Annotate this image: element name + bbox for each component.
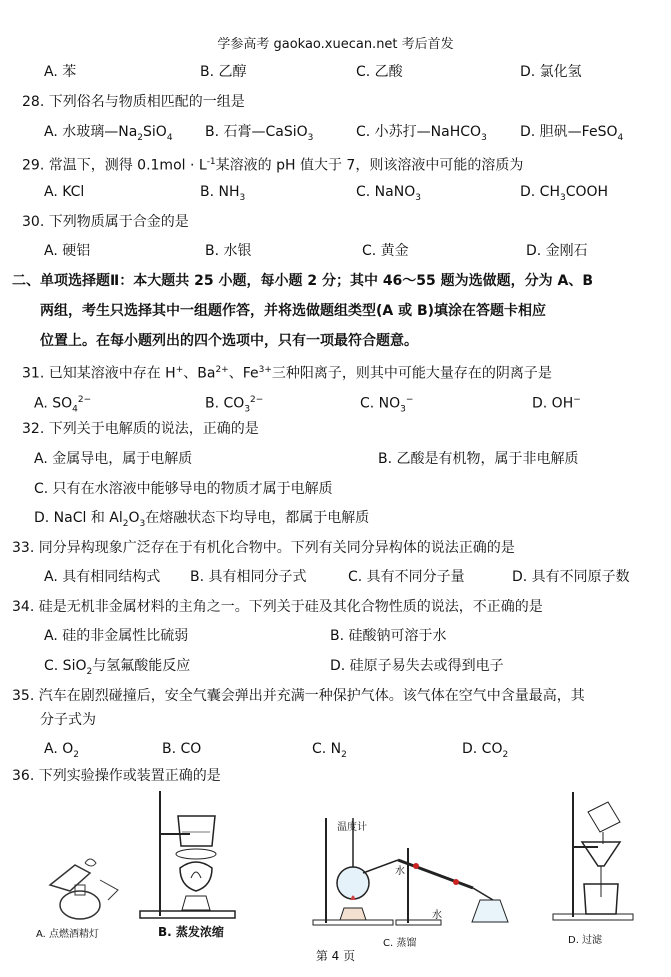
q35-option-c: C. $N_2$ [312,741,347,760]
section2-line2: 两组，考生只选择其中一组题作答，并将选做题组类型(A 或 B)填涂在答题卡相应 [40,303,547,319]
q34-option-b: B. 硅酸钠可溶于水 [330,628,447,644]
q27-option-d: D. 氯化氢 [520,64,582,80]
q35-stem-line2: 分子式为 [40,712,96,728]
q33-option-b: B. 具有相同分子式 [190,569,307,585]
q30-option-b: B. 水银 [205,243,252,259]
q30-option-a: A. 硬铝 [44,243,91,259]
q28-stem: 28. 下列俗名与物质相匹配的一组是 [22,94,245,110]
q34-option-c: C. SiO$_2$与氢氟酸能反应 [44,658,191,677]
q27-option-c: C. 乙酸 [356,64,403,80]
q27-option-a: A. 苯 [44,64,77,80]
q28-option-b: B. 石膏—CaSiO$_3$ [205,124,314,143]
q30-stem: 30. 下列物质属于合金的是 [22,214,189,230]
q32-option-b: B. 乙酸是有机物，属于非电解质 [378,451,579,467]
q32-option-a: A. 金属导电，属于电解质 [34,451,193,467]
q34-option-d: D. 硅原子易失去或得到电子 [330,658,504,674]
figure-a-alcohol-lamp [30,855,130,927]
caption-a: A. 点燃酒精灯 [36,929,100,940]
q34-option-a: A. 硅的非金属性比硫弱 [44,628,189,644]
figure-b-evaporation [130,786,240,921]
q29-option-c: C. NaNO$_3$ [356,184,421,203]
q33-option-a: A. 具有相同结构式 [44,569,161,585]
q31-stem: 31. 已知某溶液中存在 H+、$Ba^{2+}$、$Fe^{3+}$三种阳离子，则其中可能大量存在的阴离子是 [22,365,552,382]
q34-stem: 34. 硅是无机非金属材料的主角之一。下列关于硅及其化合物性质的说法，不正确的是 [12,599,543,615]
page-footer: 第 4 页 [315,949,356,963]
q33-stem: 33. 同分异构现象广泛存在于有机化合物中。下列有关同分异构体的说法正确的是 [12,540,515,556]
q31-option-b: B. $CO_3^{2-}$ [205,395,264,415]
section2-line3: 位置上。在每小题列出的四个选项中，只有一项最符合题意。 [40,333,418,349]
q35-stem-line1: 35. 汽车在剧烈碰撞后，安全气囊会弹出并充满一种保护气体。该气体在空气中含量最高，其 [12,688,585,704]
q32-stem: 32. 下列关于电解质的说法，正确的是 [22,421,259,437]
thermometer-label: 温度计 [337,822,367,833]
page-header: 学参高考 gaokao.xuecan.net 考后首发 [217,37,454,52]
water-label-2: 水 [432,910,442,921]
caption-c: C. 蒸馏 [383,938,417,949]
water-label-1: 水 [395,866,405,877]
q29-option-a: A. KCl [44,184,85,200]
q28-option-c: C. 小苏打—NaHCO$_3$ [356,124,487,143]
q28-option-a: A. 水玻璃$—Na_2SiO_4$ [44,124,173,143]
figure-c-distillation [308,818,533,930]
q29-option-d: D. $CH_3COOH$ [520,184,609,203]
q29-stem: 29. 常温下，测得 $0.1mol \cdot L^{-1}$某溶液的 pH 值大于 7，则该溶液中可能的溶质为 [22,157,524,174]
q36-stem: 36. 下列实验操作或装置正确的是 [12,768,221,784]
q30-option-d: D. 金刚石 [526,243,588,259]
figure-d-filtration [548,792,648,927]
q29-option-b: B. $NH_3$ [200,184,246,203]
q31-option-d: D. OH− [532,395,581,412]
q33-option-c: C. 具有不同分子量 [348,569,465,585]
q27-option-b: B. 乙醇 [200,64,247,80]
section2-line1: 二、单项选择题Ⅱ：本大题共 25 小题，每小题 2 分；其中 46～55 题为选做题，分为 A、B [12,273,594,289]
q31-option-c: C. $NO_3^-$ [360,395,414,415]
q32-option-d: D. NaCl 和 $Al_2O_3$在熔融状态下均导电，都属于电解质 [34,510,370,529]
q35-option-a: A. $O_2$ [44,741,79,760]
q33-option-d: D. 具有不同原子数 [512,569,630,585]
q30-option-c: C. 黄金 [362,243,409,259]
q31-option-a: A. $SO_4^{2-}$ [34,395,92,415]
q32-option-c: C. 只有在水溶液中能够导电的物质才属于电解质 [34,481,333,497]
q28-option-d: D. 胆矾—FeSO$_4$ [520,124,624,143]
q35-option-d: D. $CO_2$ [462,741,509,760]
caption-d: D. 过滤 [568,935,603,946]
q35-option-b: B. CO [162,741,202,757]
caption-b: B. 蒸发浓缩 [158,925,224,939]
